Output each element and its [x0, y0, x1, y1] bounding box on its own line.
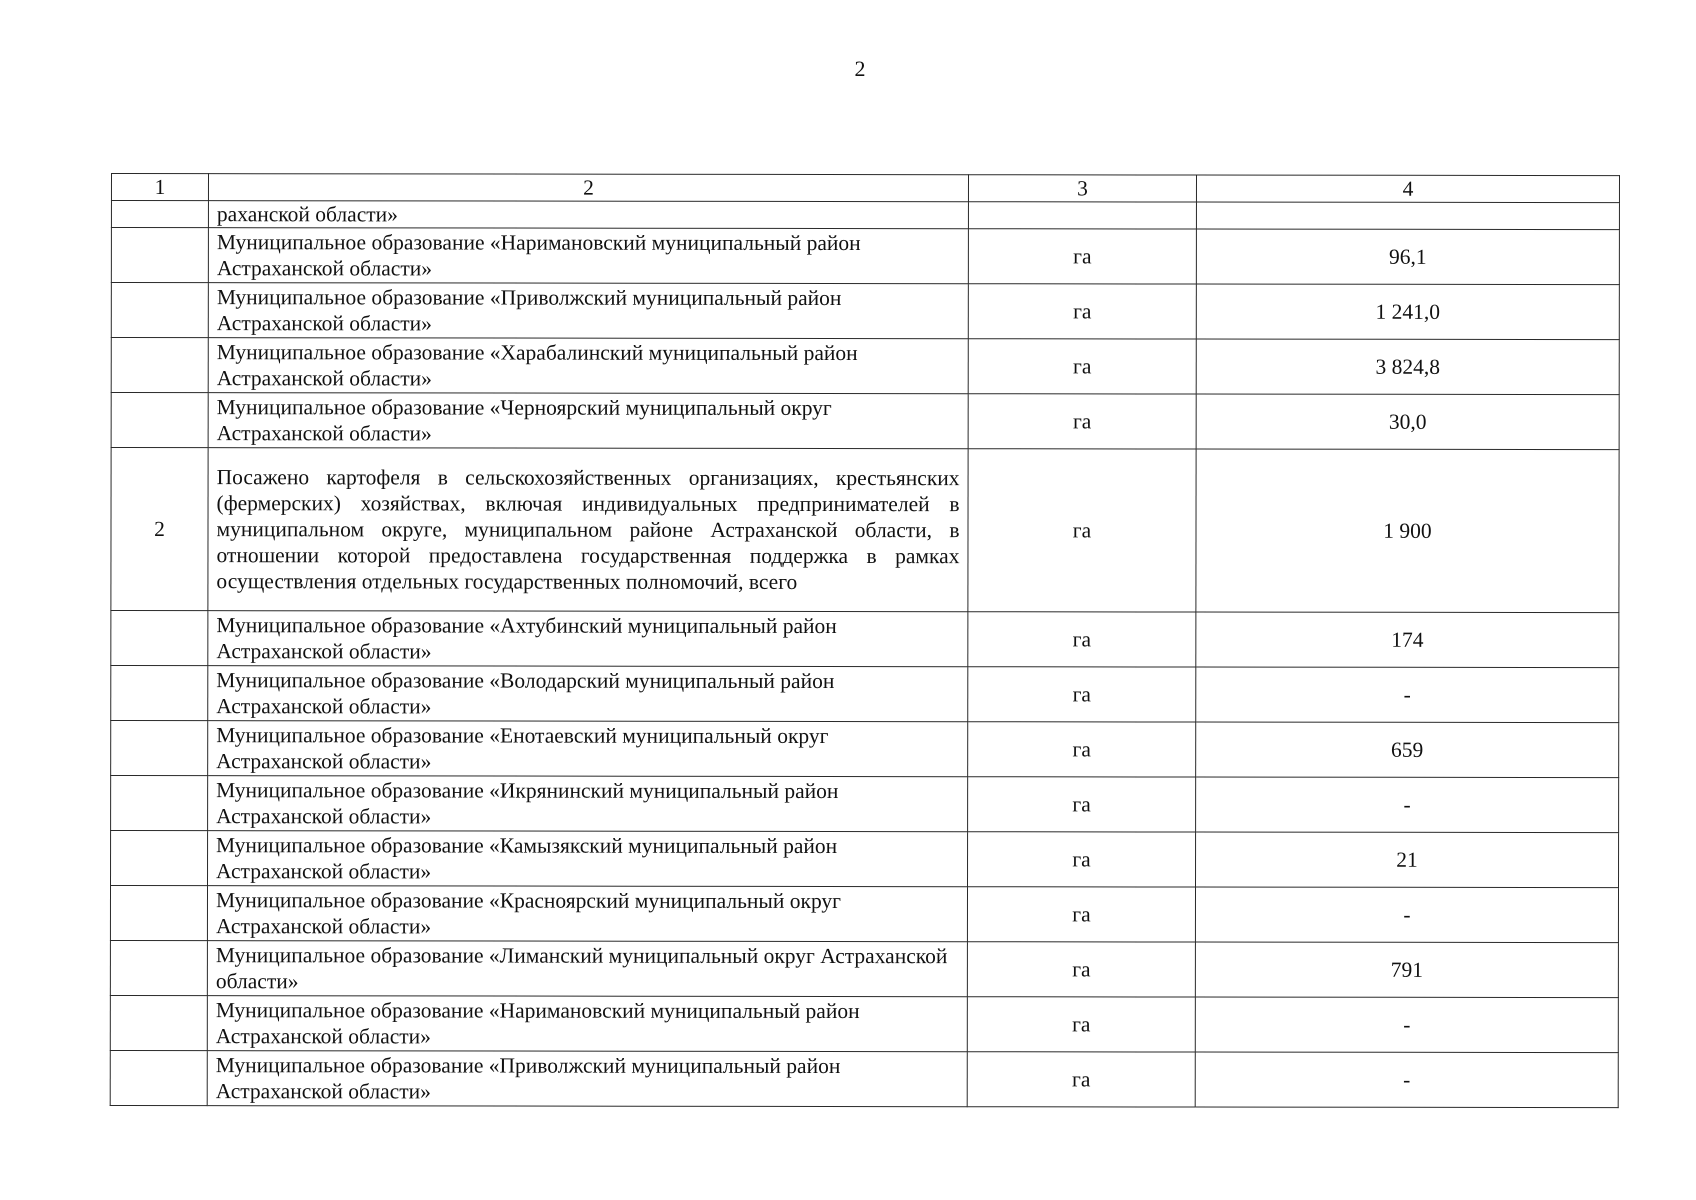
table-row [111, 831, 1619, 888]
table-row [110, 1050, 1618, 1107]
row-name: раханской области» [208, 201, 968, 229]
page-number: 2 [854, 56, 866, 81]
row-value: 174 [1196, 612, 1619, 668]
row-number [111, 611, 208, 666]
row-unit: га [968, 722, 1196, 777]
table-row [111, 228, 1619, 285]
row-unit: га [968, 777, 1196, 832]
row-unit [968, 202, 1196, 229]
row-name: Муниципальное образование «Приволжский муниципальный район Астраханской области» [207, 1051, 967, 1107]
row-value: - [1196, 777, 1619, 833]
row-value: - [1196, 667, 1619, 723]
row-number [111, 228, 208, 283]
row-name: Муниципальное образование «Наримановский муниципальный район Астраханской области» [207, 996, 967, 1052]
row-number [111, 776, 208, 831]
row-value: - [1195, 997, 1618, 1053]
row-unit: га [968, 229, 1196, 284]
row-unit: га [967, 942, 1195, 997]
table-header-row [111, 174, 1619, 203]
table-row [111, 666, 1619, 723]
row-value: 1 241,0 [1196, 284, 1619, 340]
row-name: Муниципальное образование «Черноярский муниципальный округ Астраханской области» [208, 393, 968, 449]
row-value: 21 [1196, 832, 1619, 888]
row-value: 96,1 [1196, 229, 1619, 285]
row-number [110, 995, 207, 1050]
table-row [111, 448, 1619, 613]
table-row [111, 393, 1619, 450]
row-value: 3 824,8 [1196, 339, 1619, 395]
table-row [111, 721, 1619, 778]
row-name: Муниципальное образование «Ахтубинский муниципальный район Астраханской области» [208, 611, 968, 667]
row-name: Посажено картофеля в сельскохозяйственных организациях, крестьянских (фермерских) хозяйствах, включая индивидуальных предпринимателей в муниципальном округе, муниципальном районе Астраханской области, в отношении которой предоставлена государственная поддержка в рамках осуществления отдельных государственных полномочий, всего [208, 448, 968, 612]
row-name: Муниципальное образование «Камызякский муниципальный район Астраханской области» [208, 831, 968, 887]
column-header-value: 4 [1196, 175, 1619, 203]
column-header-number: 1 [111, 174, 208, 201]
column-header-unit: 3 [968, 175, 1196, 202]
row-name: Муниципальное образование «Харабалинский муниципальный район Астраханской области» [208, 338, 968, 394]
row-name: Муниципальное образование «Красноярский муниципальный округ Астраханской области» [207, 886, 967, 942]
row-value: 30,0 [1196, 394, 1619, 450]
row-number [111, 666, 208, 721]
row-name: Муниципальное образование «Лиманский муниципальный округ Астраханской области» [207, 941, 967, 997]
row-value [1196, 202, 1619, 230]
table-row [110, 940, 1618, 997]
row-number: 2 [111, 448, 208, 611]
row-name: Муниципальное образование «Приволжский муниципальный район Астраханской области» [208, 283, 968, 339]
row-unit: га [968, 449, 1196, 612]
row-name: Муниципальное образование «Наримановский муниципальный район Астраханской области» [208, 228, 968, 284]
table-row [110, 886, 1618, 943]
row-number [110, 940, 207, 995]
row-unit: га [967, 1052, 1195, 1107]
row-number [111, 393, 208, 448]
row-number [110, 886, 207, 941]
row-unit: га [968, 339, 1196, 394]
table-row [111, 338, 1619, 395]
row-value: - [1195, 1052, 1618, 1108]
row-name: Муниципальное образование «Енотаевский муниципальный округ Астраханской области» [208, 721, 968, 777]
row-number [111, 721, 208, 776]
row-number [111, 283, 208, 338]
row-unit: га [968, 284, 1196, 339]
row-value: 659 [1196, 722, 1619, 778]
table-row [111, 776, 1619, 833]
row-number [111, 831, 208, 886]
row-number [111, 338, 208, 393]
data-table [110, 173, 1620, 1108]
row-name: Муниципальное образование «Володарский муниципальный район Астраханской области» [208, 666, 968, 722]
row-unit: га [968, 394, 1196, 449]
row-unit: га [967, 997, 1195, 1052]
row-number [110, 1050, 207, 1105]
row-value: 1 900 [1196, 449, 1619, 613]
row-unit: га [968, 832, 1196, 887]
row-unit: га [968, 612, 1196, 667]
table-row [111, 201, 1619, 230]
table-row [110, 995, 1618, 1052]
row-name: Муниципальное образование «Икрянинский муниципальный район Астраханской области» [208, 776, 968, 832]
column-header-name: 2 [208, 174, 968, 202]
row-unit: га [967, 887, 1195, 942]
row-value: 791 [1195, 942, 1618, 998]
table-row [111, 611, 1619, 668]
row-unit: га [968, 667, 1196, 722]
row-value: - [1195, 887, 1618, 943]
row-number [111, 201, 208, 228]
table-row [111, 283, 1619, 340]
